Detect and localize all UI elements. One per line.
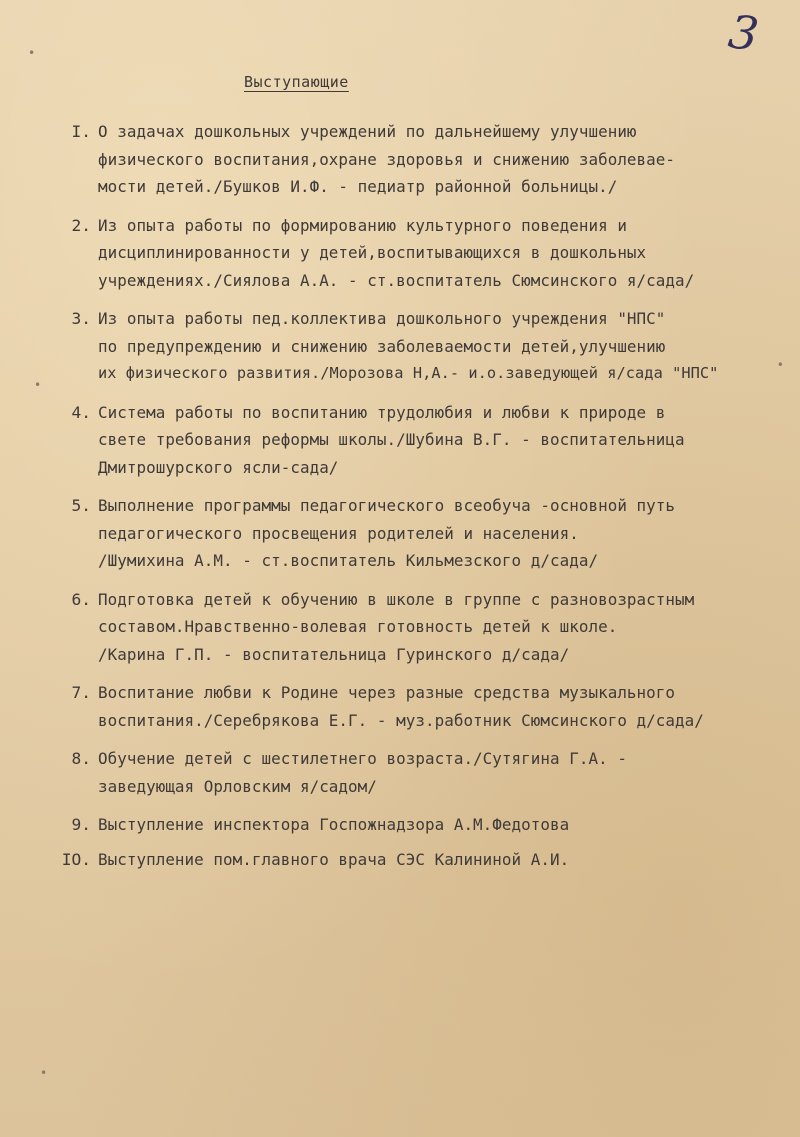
item-line: составом.Нравственно-волевая готовность детей к школе. xyxy=(98,617,618,636)
item-text xyxy=(98,212,798,295)
item-number: 5. xyxy=(71,496,91,515)
item-line: учреждениях./Сиялова А.А. - ст.воспитатель Сюмсинского я/сада/ xyxy=(98,270,695,290)
list-item xyxy=(58,118,798,201)
item-line: /Шумихина А.М. - ст.воспитатель Кильмезского д/сада/ xyxy=(98,551,599,570)
item-text xyxy=(98,586,798,669)
item-line: /Карина Г.П. - воспитательница Гуринского д/сада/ xyxy=(98,644,570,664)
item-line: О задачах дошкольных учреждений по дальнейшему улучшению xyxy=(98,122,637,141)
item-number: I. xyxy=(71,122,91,141)
item-number: 8. xyxy=(71,749,91,768)
list-item xyxy=(58,212,798,295)
item-line: заведующая Орловским я/садом/ xyxy=(98,776,377,796)
list-item xyxy=(58,745,798,800)
page-number: 3 xyxy=(725,4,762,62)
punch-mark-middle: • xyxy=(34,378,42,392)
item-line: по предупреждению и снижению заболеваемости детей,улучшению xyxy=(98,336,666,356)
item-line: Дмитрошурского ясли-сада/ xyxy=(98,457,339,477)
item-text xyxy=(98,679,798,734)
item-line: Подготовка детей к обучению в школе в группе с разновозрастным xyxy=(98,589,695,609)
item-text xyxy=(98,745,798,800)
item-number: IO. xyxy=(61,849,91,869)
item-line: Из опыта работы пед.коллектива дошкольного учреждения "НПС" xyxy=(98,309,666,328)
item-line: мости детей./Бушков И.Ф. - педиатр районной больницы./ xyxy=(98,177,618,196)
speakers-list xyxy=(58,118,798,880)
item-text xyxy=(98,846,798,874)
list-item xyxy=(58,846,798,874)
list-item xyxy=(58,305,798,388)
item-line: свете требования реформы школы./Шубина В.Г. - воспитательница xyxy=(98,430,685,449)
page-title: Выступающие xyxy=(244,73,349,91)
item-number: 2. xyxy=(71,215,91,235)
list-item xyxy=(58,811,798,839)
punch-mark-top: • xyxy=(28,46,36,60)
punch-mark-bottom: • xyxy=(40,1066,48,1080)
item-text xyxy=(98,492,798,575)
item-line: их физического развития./Морозова Н,А.- и.о.заведующей я/сада "НПС" xyxy=(98,364,719,382)
item-line: Система работы по воспитанию трудолюбия и любви к природе в xyxy=(98,402,666,422)
item-number: 9. xyxy=(71,815,91,834)
item-line: воспитания./Серебрякова Е.Г. - муз.работник Сюмсинского д/сада/ xyxy=(98,710,704,730)
item-line: физического воспитания,охране здоровья и снижению заболевае- xyxy=(98,149,676,169)
item-line: Выполнение программы педагогического всеобуча -основной путь xyxy=(98,496,676,515)
item-text xyxy=(98,811,798,839)
item-number: 7. xyxy=(71,683,91,702)
list-item xyxy=(58,492,798,575)
list-item xyxy=(58,586,798,669)
item-line: Воспитание любви к Родине через разные средства музыкального xyxy=(98,683,676,702)
item-line: педагогического просвещения родителей и населения. xyxy=(98,523,579,543)
item-text xyxy=(98,305,798,388)
item-number: 4. xyxy=(71,402,91,422)
item-number: 3. xyxy=(71,309,91,328)
item-line: Из опыта работы по формированию культурного поведения и xyxy=(98,215,627,235)
punch-mark-side: • xyxy=(776,358,784,372)
list-item xyxy=(58,679,798,734)
item-text xyxy=(98,399,798,482)
item-line: дисциплинированности у детей,воспитывающихся в дошкольных xyxy=(98,243,647,262)
item-line: Выступление инспектора Госпожнадзора А.М.Федотова xyxy=(98,815,570,834)
item-line: Обучение детей с шестилетнего возраста./Сутягина Г.А. - xyxy=(98,749,627,768)
header xyxy=(0,72,800,91)
item-line: Выступление пом.главного врача СЭС Калининой А.И. xyxy=(98,849,570,869)
list-item xyxy=(58,399,798,482)
item-number: 6. xyxy=(71,589,91,609)
item-text xyxy=(98,118,798,201)
